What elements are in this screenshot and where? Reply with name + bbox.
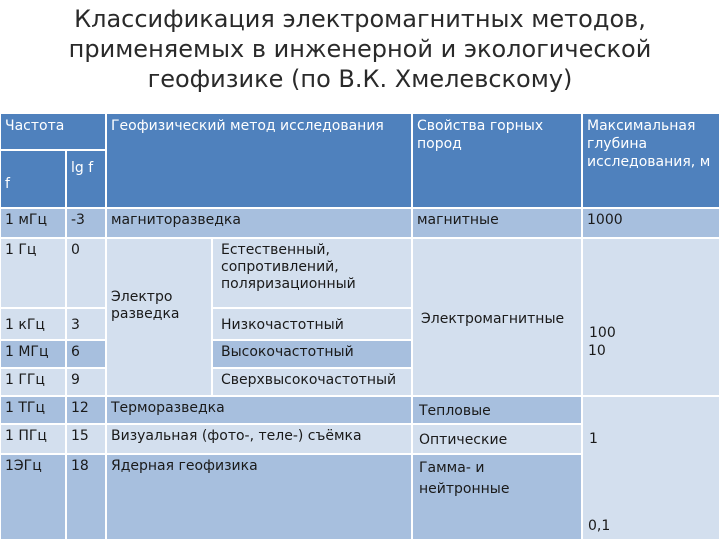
cell-lg: 9 [66,368,106,396]
cell-method: Визуальная (фото-, теле-) съёмка [106,424,412,454]
cell-lg: 6 [66,340,106,368]
cell-f: 1 кГц [0,308,66,340]
cell-f: 1 Гц [0,238,66,308]
cell-lg: 3 [66,308,106,340]
cell-method: магниторазведка [106,208,412,238]
header-properties: Свойства горных пород [412,113,582,208]
cell-lg: 18 [66,454,106,540]
cell-f: 1 ГГц [0,368,66,396]
title-line: применяемых в инженерной и экологической [68,35,652,63]
cell-depth: 1 [582,396,720,540]
header-f: f [0,150,66,208]
cell-electro-sub: Сверхвысокочастотный [212,368,412,396]
cell-f: 1 МГц [0,340,66,368]
cell-depth-min: 0,1 [588,518,611,534]
cell-electro-depth: 100 [582,238,720,396]
cell-lg: 12 [66,396,106,424]
cell-f: 1 мГц [0,208,66,238]
cell-f: 1 ТГц [0,396,66,424]
cell-f: 1ЭГц [0,454,66,540]
cell-prop: Тепловые [412,396,582,424]
cell-depth: 1000 [582,208,720,238]
cell-electro-method: Электро разведка [106,238,212,396]
cell-f: 1 ПГц [0,424,66,454]
header-lg: lg f [66,150,106,208]
title-line: Классификация электромагнитных методов, [74,5,646,33]
cell-prop: магнитные [412,208,582,238]
cell-lg: -3 [66,208,106,238]
header-frequency: Частота [0,113,106,150]
cell-electro-sub: Естественный, сопротивлений, поляризационный [212,238,412,308]
cell-prop: Оптические [412,424,582,454]
cell-lg: 0 [66,238,106,308]
cell-electro-sub: Низкочастотный [212,308,412,340]
header-method: Геофизический метод исследования [106,113,412,208]
cell-electro-sub: Высокочастотный [212,340,412,368]
cell-electro-depth: 10 [588,343,606,359]
title-line: геофизике (по В.К. Хмелевскому) [147,65,573,93]
cell-lg: 15 [66,424,106,454]
cell-method: Терморазведка [106,396,412,424]
cell-prop: Гамма- и нейтронные [412,454,582,540]
cell-method: Ядерная геофизика [106,454,412,540]
header-depth: Максимальная глубина исследования, м [582,113,720,208]
cell-electro-prop: Электромагнитные [412,238,582,396]
